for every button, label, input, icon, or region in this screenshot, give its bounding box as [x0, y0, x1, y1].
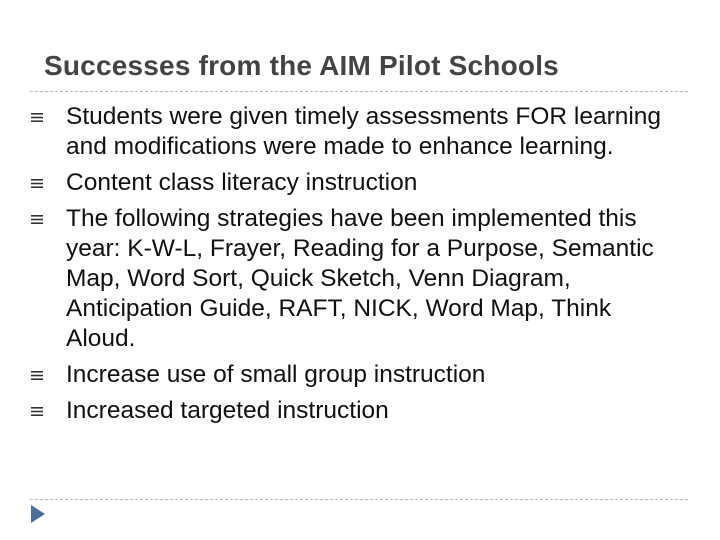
bullet-item: [30, 204, 680, 354]
bullet-text: Increase use of small group instruction: [66, 361, 486, 388]
bullet-marker-icon: [31, 113, 43, 122]
nav-arrow-icon[interactable]: [29, 503, 47, 525]
bullet-text: The following strategies have been implemented this year: K-W-L, Frayer, Reading for a Purpose, Semantic Map, Word Sort, Quick Sketch, Venn Diagram, Anticipation Guide, RAFT, NICK, Word Map, Think Aloud.: [66, 205, 654, 352]
bullet-marker-icon: [31, 371, 43, 380]
bullet-list: [30, 102, 680, 432]
bullet-marker-icon: [31, 179, 43, 188]
title-divider: [30, 91, 688, 92]
bullet-item: [30, 360, 680, 390]
bullet-item: [30, 396, 680, 426]
slide-title: Successes from the AIM Pilot Schools: [44, 50, 559, 81]
bullet-item: [30, 168, 680, 198]
bullet-marker-icon: [31, 407, 43, 416]
footer-divider: [30, 499, 688, 500]
bullet-text: Increased targeted instruction: [66, 397, 389, 424]
bullet-marker-icon: [31, 215, 43, 224]
bullet-text: Content class literacy instruction: [66, 169, 418, 196]
bullet-item: [30, 102, 680, 162]
bullet-text: Students were given timely assessments FOR learning and modifications were made to enhance learning.: [66, 103, 662, 160]
